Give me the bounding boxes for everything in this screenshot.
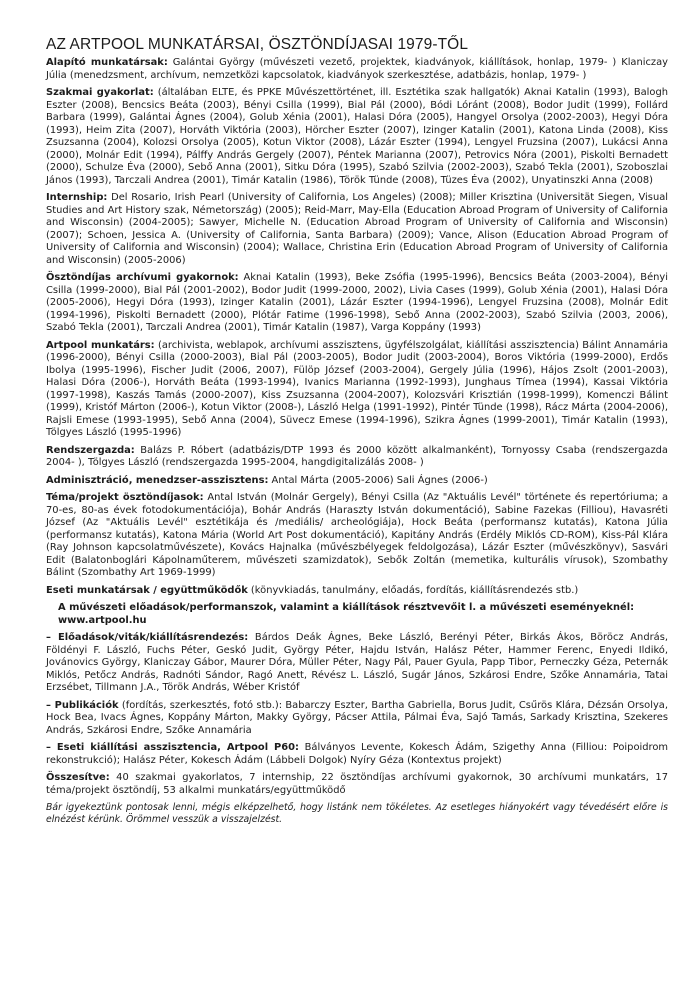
announcement: A művészeti előadások/performanszok, valamint a kiállítások résztvevőit l. a művészeti eseményeknél: www.artpool.hu <box>58 602 635 626</box>
section-label: – Eseti kiállítási asszisztencia, Artpool P60: <box>46 742 299 753</box>
section-internship-practice <box>46 87 668 187</box>
section-label: Téma/projekt ösztöndíjasok: <box>46 492 204 503</box>
section-label: Összesítve: <box>46 772 110 783</box>
section-text: Antal Márta (2005-2006) Sali Ágnes (2006-) <box>268 474 488 486</box>
section-text: Bárdos Deák Ágnes, Beke László, Berényi Péter, Birkás Ákos, Böröcz András, Földényi F. László, Fuchs Péter, Geskó Judit, György Péter, Hajdu István, Halász Péter, Hammer Ferenc, Enyedi Ildikó, Jovánovics György, Klaniczay Gábor, Maurer Dóra, Müller Péter, Nagy Pál, Pauer Gyula, Papp Tibor, Perneczky Géza, Peternák Miklós, Petőcz András, Radnóti Sándor, Ragó Anett, Révész L. László, Sugár János, Szkárosi Endre, Szőke Annamária, Tatai Erzsébet, Tillmann J.A., Török András, Wéber Kristóf <box>46 632 668 693</box>
section-text: 40 szakmai gyakorlatos, 7 internship, 22 ösztöndíjas archívumi gyakornok, 30 archívumi munkatárs, 17 téma/projekt ösztöndíj, 53 alkalmi munkatárs/együttműködő <box>46 772 668 796</box>
section-label: – Előadások/viták/kiállításrendezés: <box>46 632 249 643</box>
section-text: (könyvkiadás, tanulmány, előadás, fordítás, kiállításrendezés stb.) <box>247 584 579 596</box>
section-project-grants <box>46 492 668 580</box>
section-text: Del Rosario, Irish Pearl (University of California, Los Angeles) (2008); Miller Krisztina (Universität Siegen, Visual Studies and Art History szak, Németország) (2005); Reid-Marr, May-Ella (Education Abroad Program of University of California and Wisconsin) (2004-2005); Sawyer, Michelle N. (Education Abroad Program of University of California and Wisconsin) (2007); Schoen, Jessica A. (University of California, Santa Barbara) (2009); Vance, Alison (Education Abroad Program of University of California and Wisconsin) (2004); Wallace, Christina Erin (Education Abroad Program of University of California and Wisconsin) (2005-2006) <box>46 192 668 266</box>
section-publications <box>46 700 668 738</box>
document-page <box>46 36 668 831</box>
section-occasional-collaborators <box>46 585 668 598</box>
section-label: Ösztöndíjas archívumi gyakornok: <box>46 272 239 283</box>
section-label: Internship: <box>46 192 108 203</box>
section-administration <box>46 475 668 488</box>
section-label: Eseti munkatársak / együttműködők <box>46 584 248 596</box>
section-text: Aknai Katalin (1993), Beke Zsófia (1995-1996), Bencsics Beáta (2003-2004), Bényi Csilla (1999-2000), Bial Pál (2001-2002), Bodor Judit (1999-2000, 2002), Livia Cases (1999), Golub Xénia (2001), Halasi Dóra (2005-2006), Hegyi Dóra (1993), Izinger Katalin (2001), Lázár Eszter (1994-1996), Lengyel Fruzsina (2008), Molnár Edit (1994-1996), Piskolti Bernadett (2000), Plótár Fatime (1996-1998), Sebő Anna (2002-2003), Szabó Szilvia (2003, 2006), Szabó Tekla (2001), Tarczali Andrea (2001), Timár Katalin (1987), Varga Koppány (1993) <box>46 272 669 333</box>
section-exhibition-assistance <box>46 742 668 767</box>
section-founders <box>46 57 668 82</box>
section-archive-trainees <box>46 272 668 335</box>
section-artpool-staff <box>46 340 668 440</box>
section-text: Antal István (Molnár Gergely), Bényi Csilla (Az "Aktuális Levél" története és repertóriuma; a 70-es, 80-as évek fotodokumentációja), Bohár András (Haraszty István dokumentáció), Sabine Fazekas (Filliou), Havasréti József (Az "Aktuális Levél" esztétikája és /mediális/ archeológiája), Hock Beáta (performansz kutatás), Katona Júlia (performansz kutatás), Katona Mária (World Art Post dokumentáció), Kapitány András (Erdély Miklós CD-ROM), Kiss-Pál Klára (Ray Johnson kapcsolatművészete), Kovács Hajnalka (művészbélyegek feldolgozása), Lázár Eszter (művészkönyv), Sasvári Edit (Balatonboglári Kápolnaműterem, művészeti szamizdatok), Sebők Zoltán (memetika, kulturális vírusok), Szombathy Bálint (Szombathy Art 1969-1999) <box>46 492 668 578</box>
section-label: Adminisztráció, menedzser-asszisztens: <box>46 474 269 486</box>
section-label: Szakmai gyakorlat: <box>46 87 154 98</box>
section-lectures <box>46 632 668 695</box>
section-text: Bálványos Levente, Kokesch Ádám, Szigethy Anna (Filliou: Poipoidrom rekonstrukció); Halász Péter, Kokesch Ádám (Lábbeli Dolgok) Nyíry Géza (Kontextus projekt) <box>46 742 668 766</box>
section-text: (fordítás, szerkesztés, fotó stb.): Babarczy Eszter, Bartha Gabriella, Borus Judit, Csűrös Klára, Dézsán Orsolya, Hock Bea, Ivacs Ágnes, Koppány Márton, Makky György, Pácser Attila, Pálmai Éva, Sajó Tamás, Sarkady Krisztina, Szekeres András, Szkárosi Endre, Szőke Annamária <box>46 699 668 736</box>
disclaimer-note: Bár igyekeztünk pontosak lenni, mégis elképzelhető, hogy listánk nem tökéletes. Az esetleges hiányokért vagy tévedésért előre is elnézést kérünk. Örömmel vesszük a visszajelzést. <box>46 802 668 825</box>
section-text: (archivista, weblapok, archívumi asszisztens, ügyfélszolgálat, kiállítási asszisztencia) Bálint Annamária (1996-2000), Bényi Csilla (2000-2003), Bial Pál (2003-2005), Bodor Judit (2003-2004), Boros Viktória (1999-2000), Erdős Ibolya (1995-1996), Fischer Judit (2006, 2007), Fülöp József (2003-2004), Gergely Júlia (1996), Hájos Zsolt (2001-2003), Halasi Dóra (2006-), Horváth Beáta (1993-1994), Ivanics Marianna (1992-1993), Junghaus Tímea (1994), Kassai Viktória (1997-1998), Kaszás Tamás (2000-2007), Kiss Zsuzsanna (2004-2007), Kolozsvári Krisztián (1998-1999), Komenczi Bálint (1999), Kristóf Márton (2006-), Kotun Viktor (2008-), László Helga (1991-1992), Pintér Tünde (1998), Rácz Márta (2004-2006), Rajsli Emese (1993-1995), Sebő Anna (2004), Süvecz Emese (1994-1996), Szikra Ágnes (1999-2001), Timár Katalin (1993), Tölgyes László (1995-1996) <box>46 339 668 438</box>
section-text: Balázs P. Róbert (adatbázis/DTP 1993 és 2000 között alkalmanként), Tornyossy Csaba (rendszergazda 2004- ), Tölgyes László (rendszergazda 1995-2004, hangdigitalizálás 2008- ) <box>46 444 668 468</box>
section-label: Alapító munkatársak: <box>46 57 168 68</box>
section-text: Galántai György (művészeti vezető, projektek, kiadványok, kiállítások, honlap, 1979- ) Klaniczay Júlia (menedzsment, archívum, nemzetközi kapcsolatok, kiadványok szerkesztése, adatbázis, honlap, 1979- ) <box>46 57 668 81</box>
section-text: (általában ELTE, és PPKE Művészettörténet, ill. Esztétika szak hallgatók) Aknai Katalin (1993), Balogh Eszter (2008), Bencsics Beáta (2003), Bényi Csilla (1999), Bial Pál (2000), Bódi Lóránt (2008), Bodor Judit (1999), Follárd Barbara (1999), Galántai Ágnes (2004), Golub Xénia (2001), Halasi Dóra (2005), Hangyel Orsolya (2002-2003), Hegyi Dóra (1993), Heim Zita (2007), Horváth Viktória (2003), Hörcher Eszter (2007), Izinger Katalin (2001), Katona Linda (2008), Kiss Zsuzsanna (2004), Kolozsi Orsolya (2005), Kotun Viktor (2008), Lázár Eszter (1994), Lengyel Fruzsina (2007), Lukácsi Anna (2000), Molnár Edit (1994), Pálffy András Gergely (2007), Péntek Marianna (2007), Petrovics Nóra (2001), Piskolti Bernadett (2000), Schulze Éva (2000), Sebő Anna (2001), Sitku Dóra (1995), Szabó Szilvia (2002-2003), Szabó Tekla (2001), Szoboszlai János (1993), Tarczali Andrea (2001), Timár Katalin (1986), Török Tünde (2008), Tüzes Éva (2002), Unyatinszki Anna (2008) <box>46 87 668 186</box>
section-internship <box>46 192 668 267</box>
section-label: Artpool munkatárs: <box>46 339 155 351</box>
section-label: Rendszergazda: <box>46 444 135 456</box>
section-sysadmin <box>46 445 668 470</box>
section-summary <box>46 772 668 797</box>
page-title: AZ ARTPOOL MUNKATÁRSAI, ÖSZTÖNDÍJASAI 1979-TŐL <box>46 36 469 53</box>
section-label: – Publikációk <box>46 699 119 711</box>
